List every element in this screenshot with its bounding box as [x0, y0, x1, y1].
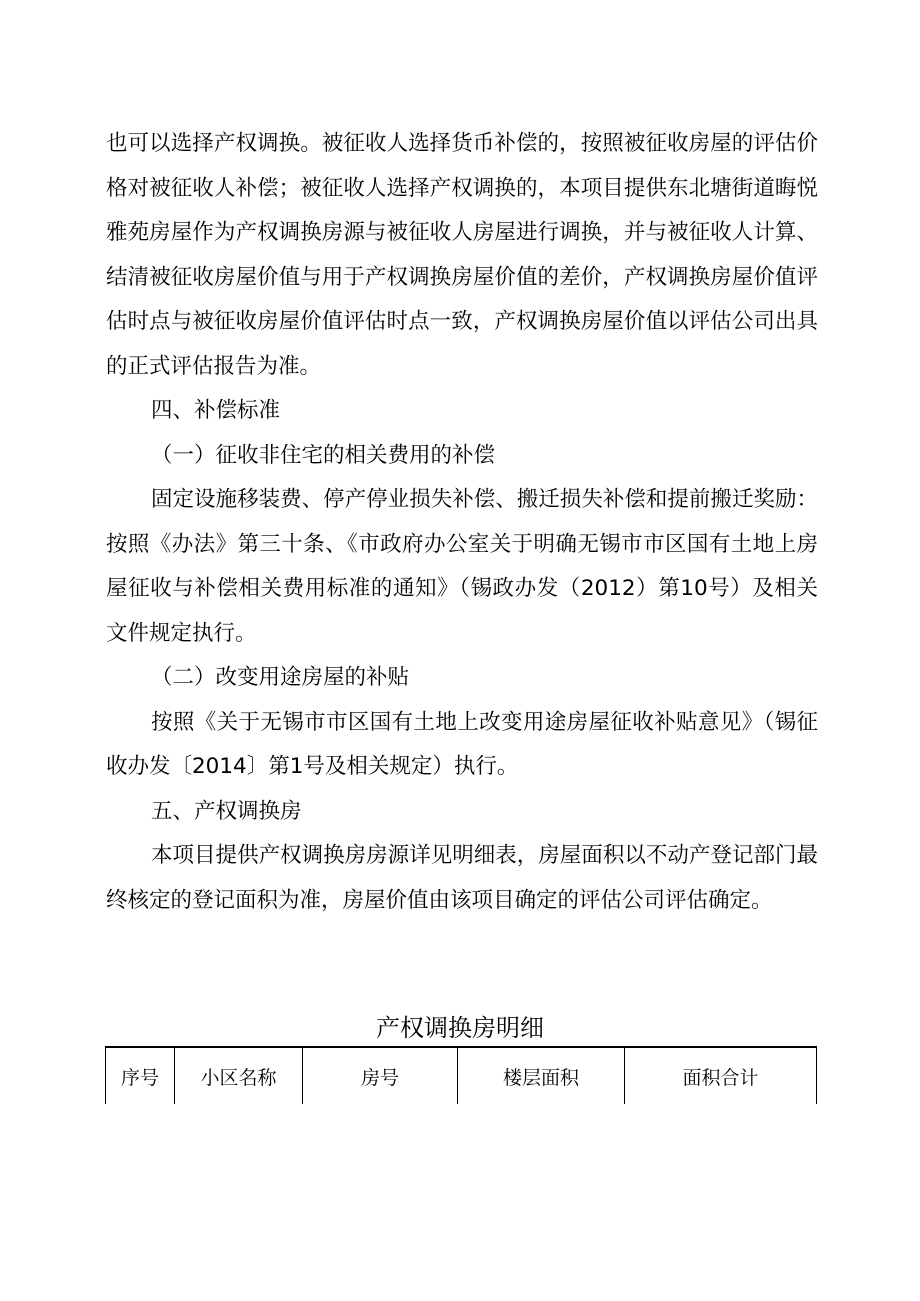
- header-cell-floor-area: 楼层面积: [458, 1047, 625, 1104]
- paragraph-compensation-choice: 也可以选择产权调换。被征收人选择货币补偿的，按照被征收房屋的评估价格对被征收人补偿；被征收人选择产权调换的，本项目提供东北塘街道晦悦雅苑房屋作为产权调换房源与被征收人房屋进行调换，并与被征收人计算、结清被征收房屋价值与用于产权调换房屋价值的差价，产权调换房屋价值评估时点与被征收房屋价值评估时点一致，产权调换房屋价值以评估公司出具的正式评估报告为准。: [106, 131, 818, 379]
- subheading-change-of-use-subsidy: （二）改变用途房屋的补贴: [151, 665, 410, 690]
- paragraph-fixed-facility-fees: 固定设施移装费、停产停业损失补偿、搬迁损失补偿和提前搬迁奖励：按照《办法》第三十条、《市政府办公室关于明确无锡市市区国有土地上房屋征收与补偿相关费用标准的通知》（锡政办发（2012）第10号）及相关文件规定执行。: [106, 487, 818, 646]
- section-heading-compensation-standard: 四、补偿标准: [151, 398, 281, 423]
- paragraph-exchange-housing-details: 本项目提供产权调换房房源详见明细表，房屋面积以不动产登记部门最终核定的登记面积为准，房屋价值由该项目确定的评估公司评估确定。: [106, 843, 818, 913]
- header-cell-room-number: 房号: [303, 1047, 458, 1104]
- subheading-non-residential-fees: （一）征收非住宅的相关费用的补偿: [151, 442, 496, 468]
- header-cell-community-name: 小区名称: [175, 1047, 303, 1104]
- table-header-row: [106, 1047, 817, 1104]
- table-title: 产权调换房明细: [376, 1014, 544, 1042]
- section-heading-exchange-housing: 五、产权调换房: [151, 798, 302, 824]
- paragraph-change-of-use-rules: 按照《关于无锡市市区国有土地上改变用途房屋征收补贴意见》（锡征收办发〔2014〕第1号及相关规定）执行。: [106, 709, 818, 779]
- header-cell-serial: 序号: [106, 1047, 175, 1104]
- document-body: [106, 122, 818, 923]
- exchange-housing-table: [105, 1046, 817, 1104]
- header-cell-total-area: 面积合计: [625, 1047, 817, 1104]
